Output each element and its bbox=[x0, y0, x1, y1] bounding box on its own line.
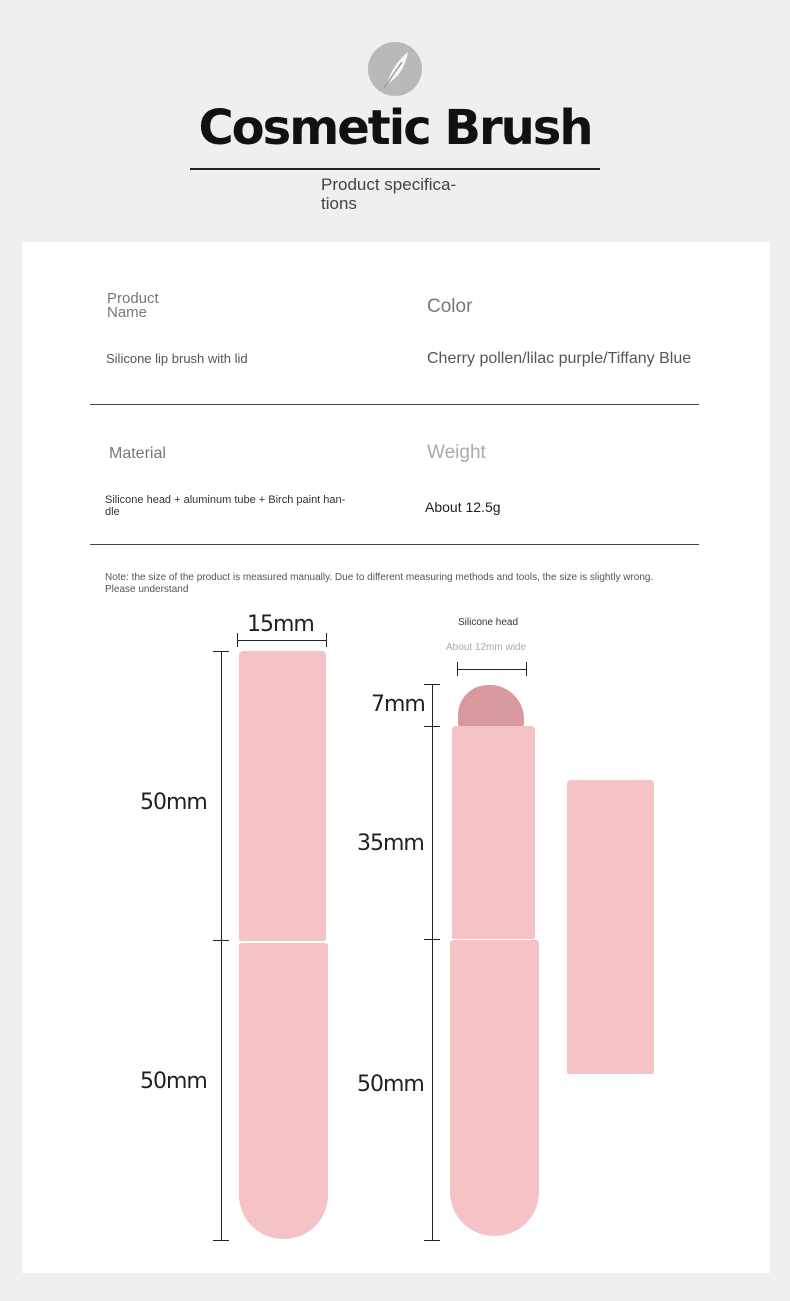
head-width-line bbox=[457, 669, 527, 670]
material-value-line-2: dle bbox=[105, 506, 120, 518]
middle-tick-bottom bbox=[424, 1240, 440, 1241]
page-subtitle bbox=[321, 175, 491, 213]
width-tick-left bbox=[237, 633, 238, 647]
open-brush-handle bbox=[450, 940, 539, 1236]
left-tick-top bbox=[213, 651, 229, 652]
head-width-label: About 12mm wide bbox=[446, 642, 527, 653]
width-tick-right bbox=[326, 633, 327, 647]
head-width-tick-left bbox=[457, 662, 458, 676]
width-dimension-label: 15mm bbox=[247, 612, 314, 637]
middle-tick-top bbox=[424, 684, 440, 685]
spec-divider-1 bbox=[90, 404, 699, 405]
middle-tick-middle bbox=[424, 939, 440, 940]
left-tick-bottom bbox=[213, 1240, 229, 1241]
middle-tick-head bbox=[424, 726, 440, 727]
spec-divider-2 bbox=[90, 544, 699, 545]
left-height-line bbox=[221, 651, 222, 1241]
left-handle-height-label: 50mm bbox=[140, 1069, 207, 1094]
page-title: Cosmetic Brush bbox=[198, 100, 592, 156]
head-width-tick-right bbox=[526, 662, 527, 676]
closed-brush-cap bbox=[239, 651, 326, 941]
weight-value: About 12.5g bbox=[425, 499, 501, 515]
subtitle-line-2: tions bbox=[321, 194, 357, 213]
note-line-1: Note: the size of the product is measured manually. Due to different measuring methods and tools, the size is slightly wrong. bbox=[105, 572, 654, 583]
left-cap-height-label: 50mm bbox=[140, 790, 207, 815]
left-tick-middle bbox=[213, 940, 229, 941]
aluminum-tube bbox=[452, 726, 535, 939]
material-value bbox=[105, 494, 395, 518]
product-name-value: Silicone lip brush with lid bbox=[106, 351, 248, 366]
silicone-head-label: Silicone head bbox=[458, 617, 519, 628]
width-dimension-line bbox=[237, 640, 326, 641]
note-line-2: Please understand bbox=[105, 584, 189, 595]
feather-icon bbox=[368, 42, 422, 96]
product-name-label-line-2: Name bbox=[107, 304, 148, 321]
color-value: Cherry pollen/lilac purple/Tiffany Blue bbox=[427, 350, 692, 367]
subtitle-line-1: Product specifica- bbox=[321, 175, 457, 194]
tube-height-label: 35mm bbox=[357, 831, 424, 856]
handle-height-label: 50mm bbox=[357, 1072, 424, 1097]
product-name-label-line-1: Product bbox=[107, 290, 159, 307]
material-value-line-1: Silicone head + aluminum tube + Birch paint han- bbox=[105, 494, 346, 506]
middle-height-line bbox=[432, 684, 433, 1240]
product-name-label bbox=[107, 292, 159, 320]
color-label: Color bbox=[427, 296, 473, 317]
brush-lid bbox=[567, 780, 654, 1074]
title-divider bbox=[190, 168, 600, 170]
material-label: Material bbox=[109, 445, 166, 462]
weight-label: Weight bbox=[427, 442, 486, 463]
measurement-note bbox=[105, 572, 725, 596]
spec-card bbox=[22, 242, 770, 1273]
head-height-label: 7mm bbox=[371, 692, 425, 717]
closed-brush-handle bbox=[239, 943, 328, 1239]
